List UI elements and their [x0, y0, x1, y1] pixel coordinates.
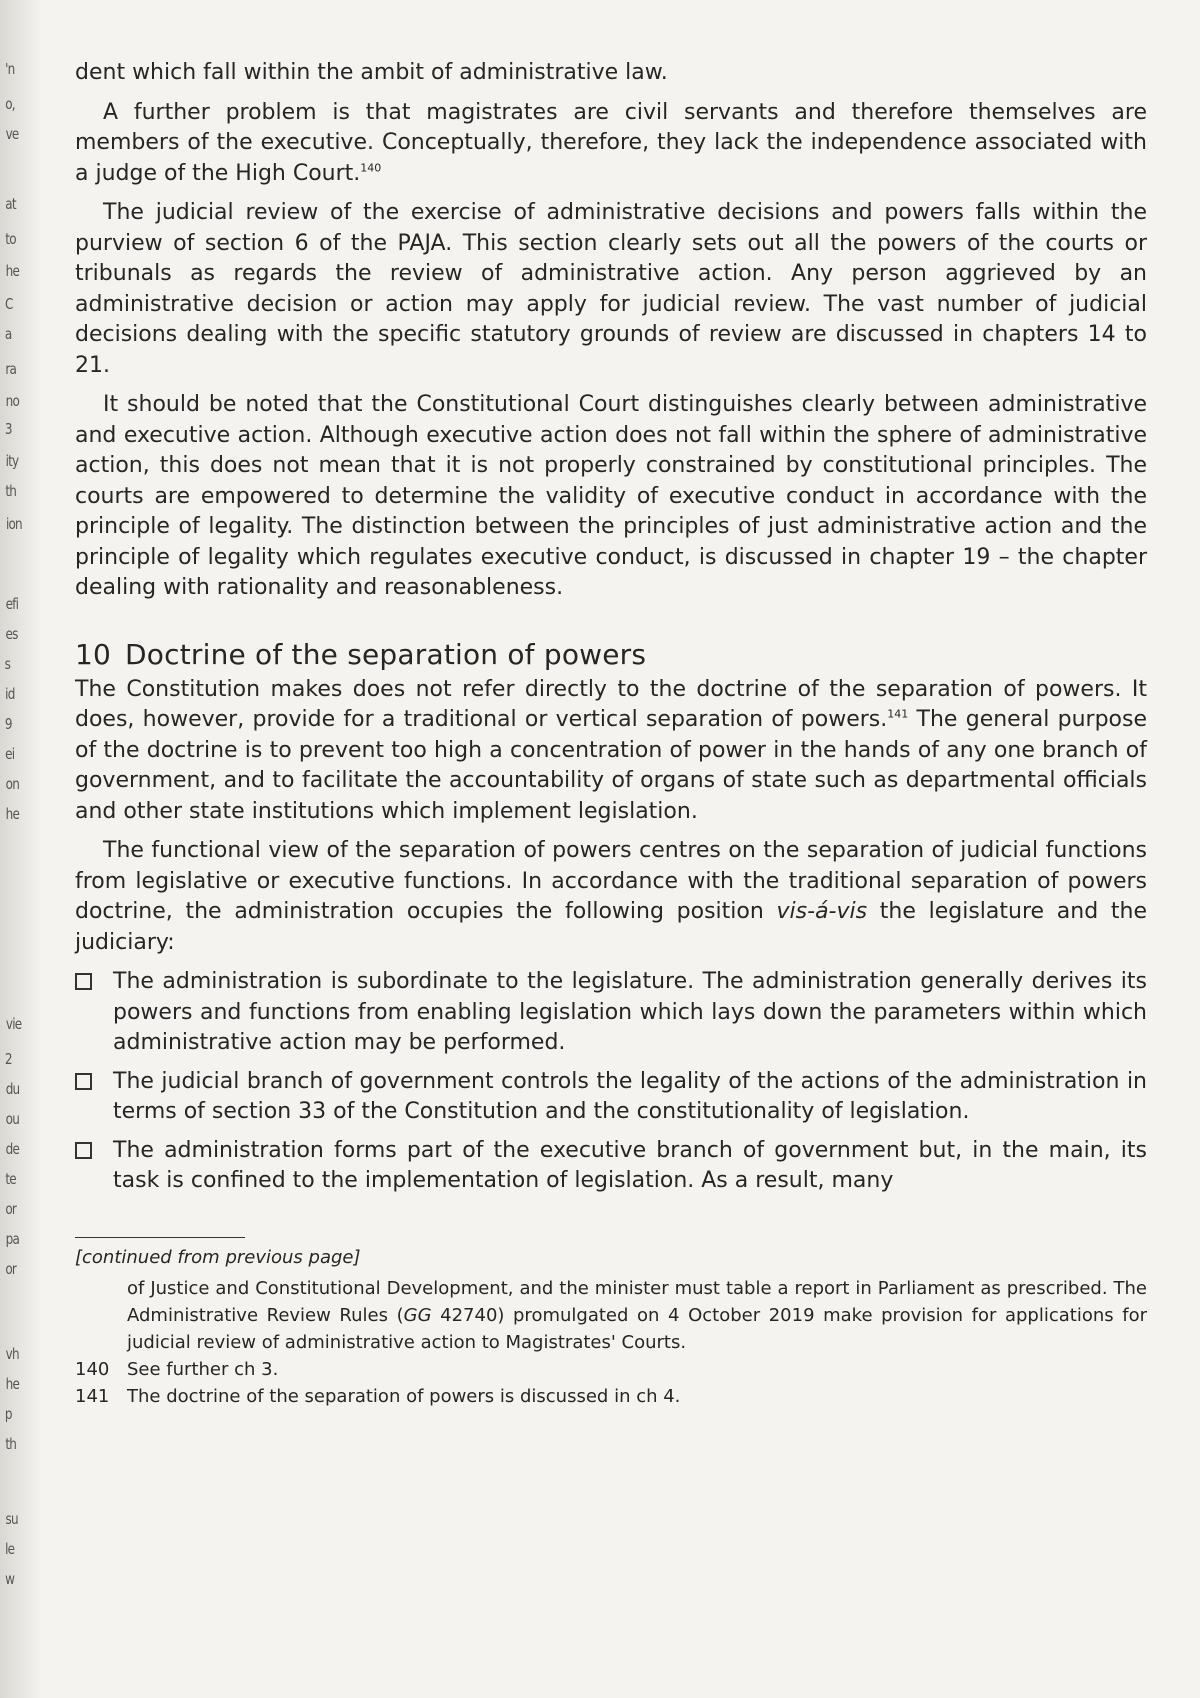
italic-term: vis-á-vis	[776, 899, 868, 924]
checkbox-icon	[75, 1142, 92, 1159]
footnote-ref: 140	[360, 161, 382, 175]
footnote-item	[75, 1356, 1147, 1383]
paragraph: The judicial review of the exercise of administrative decisions and powers falls within the purview of section 6 of the PAJA. This section clearly sets out all the powers of the courts or tribunals as regards the review of administrative action. Any person aggrieved by an administrative decision or action may apply for judicial review. The vast number of judicial decisions dealing with the specific statutory grounds of review are discussed in chapters 14 to 21.	[75, 200, 1147, 378]
footnote-divider	[75, 1237, 245, 1238]
footnote-number: 140	[75, 1358, 110, 1380]
binding-gutter: 'n o, ve at to he C a ra no 3 ity th ion efi es s id 9 ei on he vie 2 du ou de te or pa or vh he p th su le w	[0, 0, 42, 1698]
checkbox-icon	[75, 1073, 92, 1090]
section-heading	[75, 638, 1147, 671]
paragraph: The functional view of the separation of powers centres on the separation of judicial functions from legislative or executive functions. In accordance with the traditional separation of powers doctrine, the administration occupies the following position vis-á-vis the legislature and the judiciary:	[75, 838, 1147, 955]
page-body	[75, 58, 1147, 1410]
checkbox-icon	[75, 973, 92, 990]
section-title: Doctrine of the separation of powers	[125, 637, 647, 671]
section-number: 10	[75, 637, 112, 671]
checkbox-list	[75, 967, 1147, 1197]
footnote-text: See further ch 3.	[127, 1358, 279, 1380]
footnote-continued-text: of Justice and Constitutional Development, and the minister must table a report in Parliament as prescribed. The Administrative Review Rules (GG 42740) promulgated on 4 October 2019 make provision for applications for judicial review of administrative action to Magistrates' Courts.	[127, 1277, 1147, 1353]
footnotes	[75, 1244, 1147, 1410]
list-item: The administration forms part of the executive branch of government but, in the main, its task is confined to the implementation of legislation. As a result, many	[75, 1136, 1147, 1197]
footnote-ref: 141	[887, 707, 909, 721]
paragraph: The Constitution makes does not refer directly to the doctrine of the separation of powers. It does, however, provide for a traditional or vertical separation of powers.$^{141}$ The general purpose of the doctrine is to prevent too high a concentration of power in the hands of any one branch of government, and to facilitate the accountability of organs of state such as departmental officials and other state institutions which implement legislation.	[75, 676, 1147, 824]
continued-line: dent which fall within the ambit of administrative law.	[75, 60, 668, 85]
list-item: The administration is subordinate to the legislature. The administration generally derives its powers and functions from enabling legislation which lays down the parameters within which administrative action may be performed.	[75, 967, 1147, 1059]
footnote-continued-label: [continued from previous page]	[75, 1246, 361, 1268]
footnote-item	[75, 1383, 1147, 1410]
list-item: The judicial branch of government controls the legality of the actions of the administration in terms of section 33 of the Constitution and the constitutionality of legislation.	[75, 1067, 1147, 1128]
footnote-number: 141	[75, 1385, 110, 1407]
paragraph: It should be noted that the Constitutional Court distinguishes clearly between administrative and executive action. Although executive action does not fall within the sphere of administrative action, this does not mean that it is not properly constrained by constitutional principles. The courts are empowered to determine the validity of executive conduct in accordance with the principle of legality. The distinction between the principles of just administrative action and the principle of legality which regulates executive conduct, is discussed in chapter 19 – the chapter dealing with rationality and reasonableness.	[75, 392, 1147, 600]
paragraph: A further problem is that magistrates are civil servants and therefore themselves are members of the executive. Conceptually, therefore, they lack the independence associated with a judge of the High Court.$^{140}$	[75, 99, 1147, 186]
footnote-text: The doctrine of the separation of powers is discussed in ch 4.	[127, 1385, 681, 1407]
